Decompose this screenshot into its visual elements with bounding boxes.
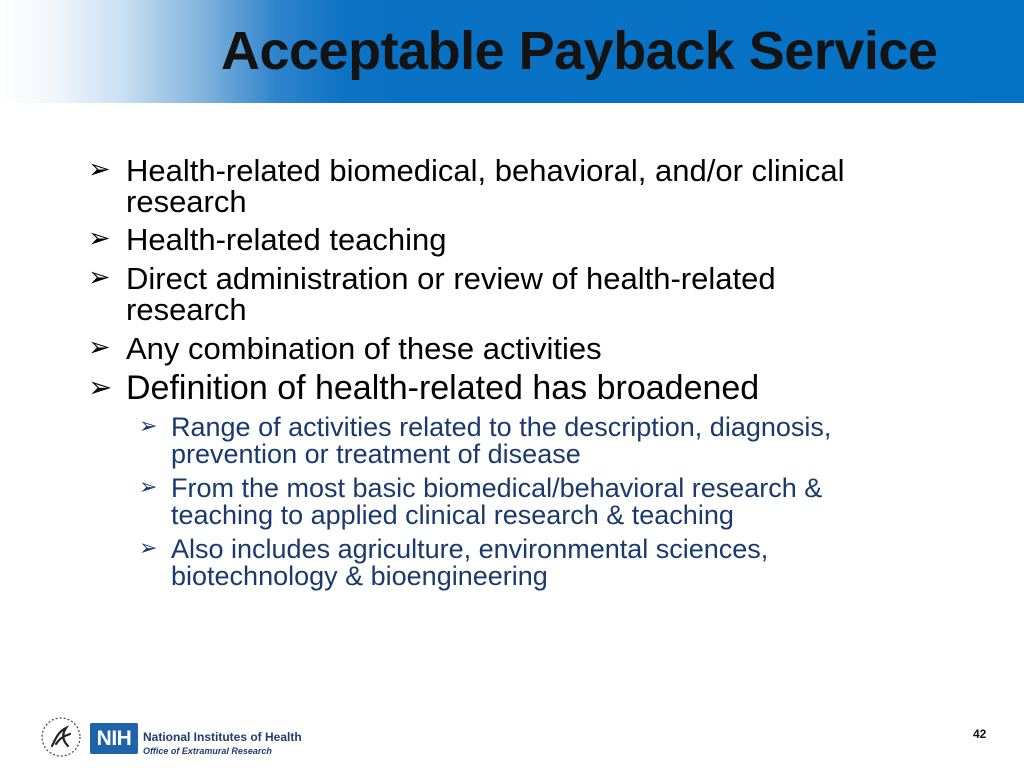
arrowhead-bullet-icon: ➢ xyxy=(88,332,111,362)
sub-bullet-text-cont: prevention or treatment of disease xyxy=(171,439,581,469)
bullet-text: Definition of health-related has broadened xyxy=(126,369,760,407)
arrowhead-bullet-icon: ➢ xyxy=(88,262,111,292)
sub-bullet-text: Range of activities related to the description, diagnosis, xyxy=(171,412,832,442)
page-number: 42 xyxy=(973,727,987,741)
arrowhead-bullet-icon: ➢ xyxy=(88,223,111,253)
org-name: National Institutes of Health xyxy=(143,730,302,744)
arrowhead-bullet-icon: ➢ xyxy=(88,154,111,184)
arrowhead-bullet-icon: ➢ xyxy=(139,413,158,438)
sub-bullet-text: Also includes agriculture, environmental sciences, xyxy=(171,534,769,564)
arrowhead-bullet-icon: ➢ xyxy=(88,372,113,404)
nih-logo: NIH xyxy=(90,723,138,754)
bullet-text: Health-related teaching xyxy=(126,222,447,257)
arrowhead-bullet-icon: ➢ xyxy=(139,535,158,560)
bullet-text: Health-related biomedical, behavioral, and/or clinical xyxy=(126,153,845,188)
sub-bullet-text: From the most basic biomedical/behavioral research & xyxy=(171,473,823,503)
sub-bullet-text-cont: teaching to applied clinical research & teaching xyxy=(171,500,734,530)
bullet-text: Any combination of these activities xyxy=(126,331,602,366)
bullet-text-cont: research xyxy=(126,292,247,327)
arrowhead-bullet-icon: ➢ xyxy=(139,474,158,499)
bullet-text: Direct administration or review of health-related xyxy=(126,261,776,296)
org-subtitle: Office of Extramural Research xyxy=(143,746,272,756)
slide-title: Acceptable Payback Service xyxy=(221,21,938,81)
sub-bullet-text-cont: biotechnology & bioengineering xyxy=(171,561,548,591)
bullet-text-cont: research xyxy=(126,184,247,219)
hhs-eagle-seal-icon xyxy=(40,716,82,758)
